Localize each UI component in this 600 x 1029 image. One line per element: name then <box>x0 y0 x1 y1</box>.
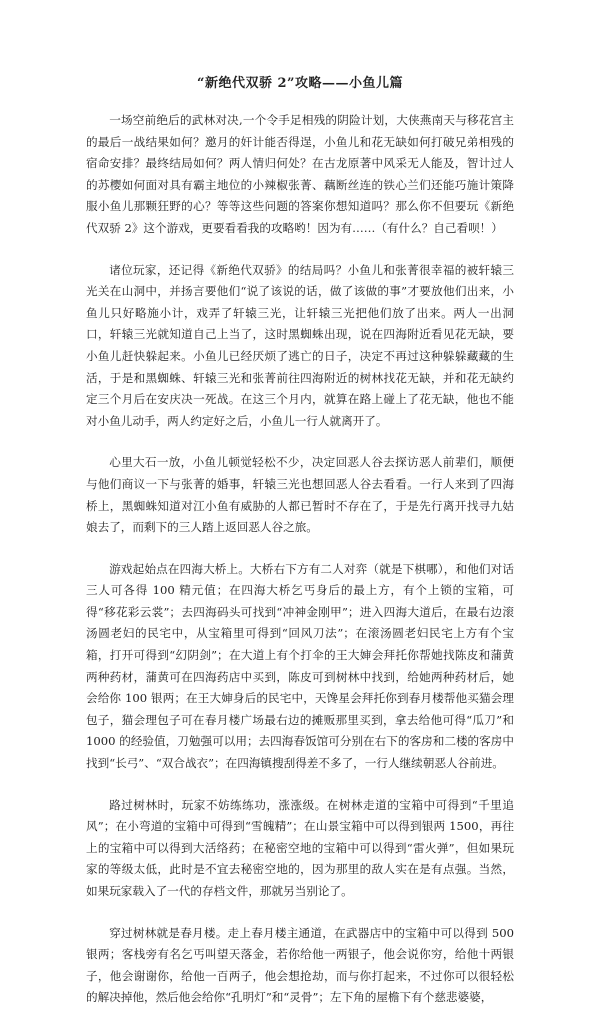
document-body <box>86 110 514 1029</box>
paragraph-return-journey: 心里大石一放，小鱼儿顿觉轻松不少，决定回恶人谷去探访恶人前辈们，顺便与他们商议一下与张菁的婚事，轩辕三光也想回恶人谷去看看。一行人来到了四海桥上，黑蜘蛛知道对江小鱼有威胁的人都已暂时不存在了，于是先行离开找寻九姑娘去了，而剩下的三人踏上返回恶人谷之旅。 <box>86 455 514 535</box>
paragraph-sihai-bridge: 游戏起始点在四海大桥上。大桥右下方有二人对弈（就是下棋哪），和他们对话三人可各得 100 精元值；在四海大桥乞丐身后的最上方，有个上锁的宝箱，可得“移花彩云裳”；去四海码头可找到“冲神金刚甲”；进入四海大道后，在最右边滚汤圆老妇的民宅中，从宝箱里可得到“回风刀法”；在滚汤圆老妇民宅上方有个宝箱，打开可得到“幻阴剑”；在大道上有个打伞的王大婶会拜托你帮她找陈皮和蒲黄两种药材，蒲黄可在四海药店中买到，陈皮可到树林中找到，给她两种药材后，她会给你 100 银两；在王大婶身后的民宅中，天馋星会拜托你到春月楼帮他买猫会理包子，猫会理包子可在春月楼广场最右边的摊贩那里买到，拿去给他可得“瓜刀”和 1000 的经验值，刀勉强可以用；去四海春饭馆可分别在右下的客房和二楼的客房中找到“长弓”、“双合战衣”；在四海镇搜刮得差不多了，一行人继续朝恶人谷前进。 <box>86 561 514 771</box>
paragraph-recap: 诸位玩家，还记得《新绝代双骄》的结局吗？小鱼儿和张菁很幸福的被轩辕三光关在山洞中，并扬言要他们“说了该说的话，做了该做的事”才要放他们出来，小鱼儿只好略施小计，戏弄了轩辕三光，让轩辕三光把他们放了出来。两人一出洞口，轩辕三光就知道自己上当了，这时黑蜘蛛出现，说在四海附近看见花无缺，要小鱼儿赶快躲起来。小鱼儿已经厌烦了逃亡的日子，决定不再过这种躲躲藏藏的生活，于是和黑蜘蛛、轩辕三光和张菁前往四海附近的树林找花无缺，并和花无缺约定三个月后在安庆决一死战。在这三个月内，就算在路上碰上了花无缺，他也不能对小鱼儿动手，两人约定好之后，小鱼儿一行人就离开了。 <box>86 262 514 428</box>
document-title: “新绝代双骄 2”攻略——小鱼儿篇 <box>196 76 404 91</box>
paragraph-chunyue-tower: 穿过树林就是春月楼。走上春月楼主通道，在武器店中的宝箱中可以得到 500 银两；客栈旁有名乞丐叫望天落金，若你给他一两银子，他会说你穷，给他十两银子，他会谢谢你，给他一百两子，他会想抢劫，而与你打起来，不过你可以很轻松的解决掉他，然后他会给你“孔明灯”和“灵骨”；左下角的屋檐下有个慈悲婆婆， <box>86 925 514 1005</box>
paragraph-forest: 路过树林时，玩家不妨练练功，涨涨级。在树林走道的宝箱中可得到“千里追风”；在小弯道的宝箱中可得到“雪魄精”；在山景宝箱中可以得到银两 1500，再往上的宝箱中可以得到大活络药；在秘密空地的宝箱中可以得到“雷火弹”，但如果玩家的等级太低，此时是不宜去秘密空地的，因为那里的敌人实在是有点强。当然，如果玩家载入了一代的存档文件，那就另当别论了。 <box>86 797 514 898</box>
paragraph-intro: 一场空前绝后的武林对决,一个令手足相残的阴险计划，大侠燕南天与移花宫主的最后一战结果如何？邀月的奸计能否得逞，小鱼儿和花无缺如何打破兄弟相残的宿命安排？最终结局如何？两人情归何处？在古龙原著中风采无人能及，智计过人的苏樱如何面对具有霸主地位的小辣椒张菁、藕断丝连的铁心兰们还能巧施计策降服小鱼儿那颗狂野的心？等等这些问题的答案你想知道吗？那么你不但要玩《新绝代双骄 2》这个游戏，更要看看我的攻略哟！因为有……（有什么？自己看呗！） <box>86 113 514 235</box>
